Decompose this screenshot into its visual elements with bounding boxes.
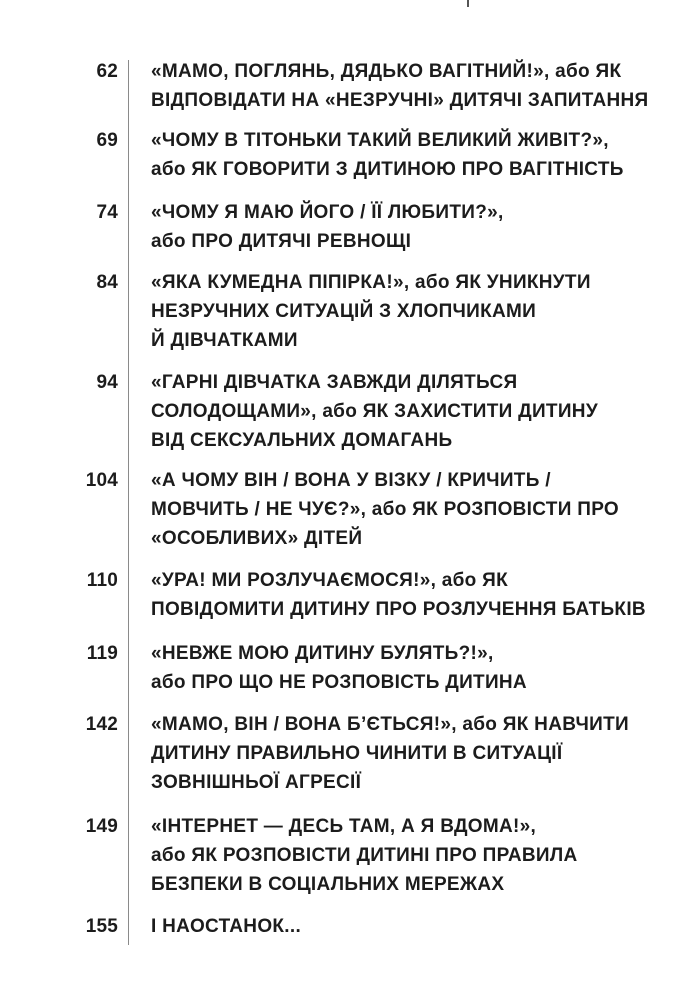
toc-chapter-title: «МАМО, ПОГЛЯНЬ, ДЯДЬКО ВАГІТНИЙ!», або ЯК ВІДПОВІДАТИ НА «НЕЗРУЧНІ» ДИТЯЧІ ЗАПИТАННЯ	[151, 61, 649, 111]
toc-chapter-title: «ГАРНІ ДІВЧАТКА ЗАВЖДИ ДІЛЯТЬСЯ СОЛОДОЩАМИ», або ЯК ЗАХИСТИТИ ДИТИНУ ВІД СЕКСУАЛЬНИХ ДОМАГАНЬ	[151, 372, 598, 451]
toc-page-number: 62	[96, 61, 118, 82]
toc-chapter-title: «ЧОМУ В ТІТОНЬКИ ТАКИЙ ВЕЛИКИЙ ЖИВІТ?», або ЯК ГОВОРИТИ З ДИТИНОЮ ПРО ВАГІТНІСТЬ	[151, 130, 624, 180]
toc-chapter-title: «МАМО, ВІН / ВОНА Б’ЄТЬСЯ!», або ЯК НАВЧИТИ ДИТИНУ ПРАВИЛЬНО ЧИНИТИ В СИТУАЦІЇ ЗОВНІШНЬОЇ АГРЕСІЇ	[151, 714, 629, 793]
toc-page-number: 119	[86, 643, 118, 664]
toc-chapter-title: «НЕВЖЕ МОЮ ДИТИНУ БУЛЯТЬ?!», або ПРО ЩО НЕ РОЗПОВІСТЬ ДИТИНА	[151, 643, 527, 693]
toc-chapter-title: «ЯКА КУМЕДНА ПІПІРКА!», або ЯК УНИКНУТИ НЕЗРУЧНИХ СИТУАЦІЙ З ХЛОПЧИКАМИ Й ДІВЧАТКАМИ	[151, 272, 591, 351]
toc-page-number: 104	[85, 470, 118, 491]
toc-page-number: 84	[96, 272, 118, 293]
toc-page-number: 155	[85, 916, 118, 937]
toc-chapter-title: «ІНТЕРНЕТ — ДЕСЬ ТАМ, А Я ВДОМА!», або ЯК РОЗПОВІСТИ ДИТИНІ ПРО ПРАВИЛА БЕЗПЕКИ В СОЦІАЛЬНИХ МЕРЕЖАХ	[151, 816, 578, 895]
toc-page-number: 69	[96, 130, 118, 151]
toc-chapter-title: «УРА! МИ РОЗЛУЧАЄМОСЯ!», або ЯК ПОВІДОМИТИ ДИТИНУ ПРО РОЗЛУЧЕННЯ БАТЬКІВ	[151, 570, 646, 620]
toc-chapter-title: І НАОСТАНОК...	[151, 916, 302, 937]
toc-chapter-title: «ЧОМУ Я МАЮ ЙОГО / ЇЇ ЛЮБИТИ?», або ПРО ДИТЯЧІ РЕВНОЩІ	[151, 202, 504, 252]
page-number-divider	[128, 60, 129, 945]
toc-page-number: 74	[96, 202, 118, 223]
toc-page-number: 94	[96, 372, 118, 393]
toc-page-number: 142	[85, 714, 118, 735]
page-edge-mark	[467, 0, 469, 7]
toc-chapter-title: «А ЧОМУ ВІН / ВОНА У ВІЗКУ / КРИЧИТЬ / МОВЧИТЬ / НЕ ЧУЄ?», або ЯК РОЗПОВІСТИ ПРО «ОСОБЛИВИХ» ДІТЕЙ	[151, 470, 620, 549]
toc-page-number: 149	[85, 816, 118, 837]
toc-page-number: 110	[86, 570, 118, 591]
